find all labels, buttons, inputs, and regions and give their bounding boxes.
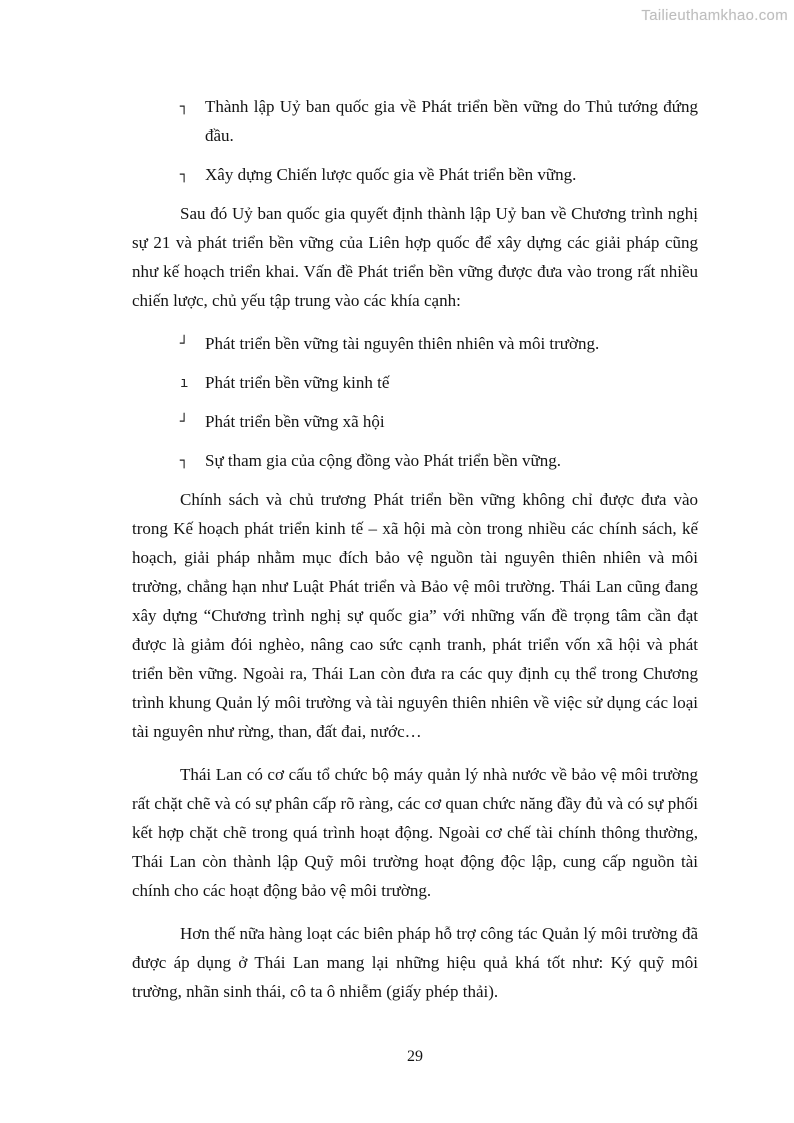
bullet-text: Phát triển bền vững kinh tế [205,373,390,392]
bullet-glyph: ┘ [180,336,189,352]
bullet-glyph: ┐ [180,99,189,115]
bullet-item [132,446,698,475]
bullet-glyph: ┐ [180,167,189,183]
bullet-text: Phát triển bền vững tài nguyên thiên nhiên và môi trường. [205,334,600,353]
bullet-text: Xây dựng Chiến lược quốc gia về Phát triển bền vững. [205,165,577,184]
bullet-text: Sự tham gia của cộng đồng vào Phát triển bền vững. [205,451,561,470]
paragraph: Thái Lan có cơ cấu tổ chức bộ máy quản lý nhà nước về bảo vệ môi trường rất chặt chẽ và có sự phân cấp rõ ràng, các cơ quan chức năng đầy đủ và có sự phối kết hợp chặt chẽ trong quá trình hoạt động. Ngoài cơ chế tài chính thông thường, Thái Lan còn thành lập Quỹ môi trường hoạt động độc lập, cung cấp nguồn tài chính cho các hoạt động bảo vệ môi trường. [132,765,698,900]
document-body [132,92,698,1020]
bullet-item [132,92,698,150]
bullet-item [132,368,698,397]
paragraph: Hơn thế nữa hàng loạt các biên pháp hỗ trợ công tác Quản lý môi trường đã được áp dụng ở Thái Lan mang lại những hiệu quả khá tốt như: Ký quỹ môi trường, nhãn sinh thái, cô ta ô nhiễm (giấy phép thải). [132,924,698,1001]
bullet-glyph: ┐ [180,453,189,469]
bullet-item [132,407,698,436]
bullet-text: Phát triển bền vững xã hội [205,412,385,431]
bullet-glyph: ı [180,375,189,391]
bullet-item [132,160,698,189]
paragraph: Sau đó Uỷ ban quốc gia quyết định thành lập Uỷ ban về Chương trình nghị sự 21 và phát triển bền vững của Liên hợp quốc để xây dựng các giải pháp cũng như kế hoạch triển khai. Vấn đề Phát triển bền vững được đưa vào trong rất nhiều chiến lược, chủ yếu tập trung vào các khía cạnh: [132,204,698,310]
page-number: 29 [407,1048,423,1065]
bullet-item [132,329,698,358]
paragraph: Chính sách và chủ trương Phát triển bền vững không chỉ được đưa vào trong Kế hoạch phát triển kinh tế – xã hội mà còn trong nhiều các chính sách, kế hoạch, giải pháp nhằm mục đích bảo vệ nguồn tài nguyên thiên nhiên và môi trường, chẳng hạn như Luật Phát triển và Bảo vệ môi trường. Thái Lan cũng đang xây dựng “Chương trình nghị sự quốc gia” với những vấn đề trọng tâm cần đạt được là giảm đói nghèo, nâng cao sức cạnh tranh, phát triển vốn xã hội và phát triển bền vững. Ngoài ra, Thái Lan còn đưa ra các quy định cụ thể trong Chương trình khung Quản lý môi trường và tài nguyên thiên nhiên về việc sử dụng các loại tài nguyên như rừng, than, đất đai, nước… [132,490,698,741]
watermark: Tailieuthamkhao.com [641,7,788,24]
bullet-text: Thành lập Uỷ ban quốc gia về Phát triển bền vững do Thủ tướng đứng đầu. [205,97,698,145]
bullet-glyph: ┘ [180,414,189,430]
